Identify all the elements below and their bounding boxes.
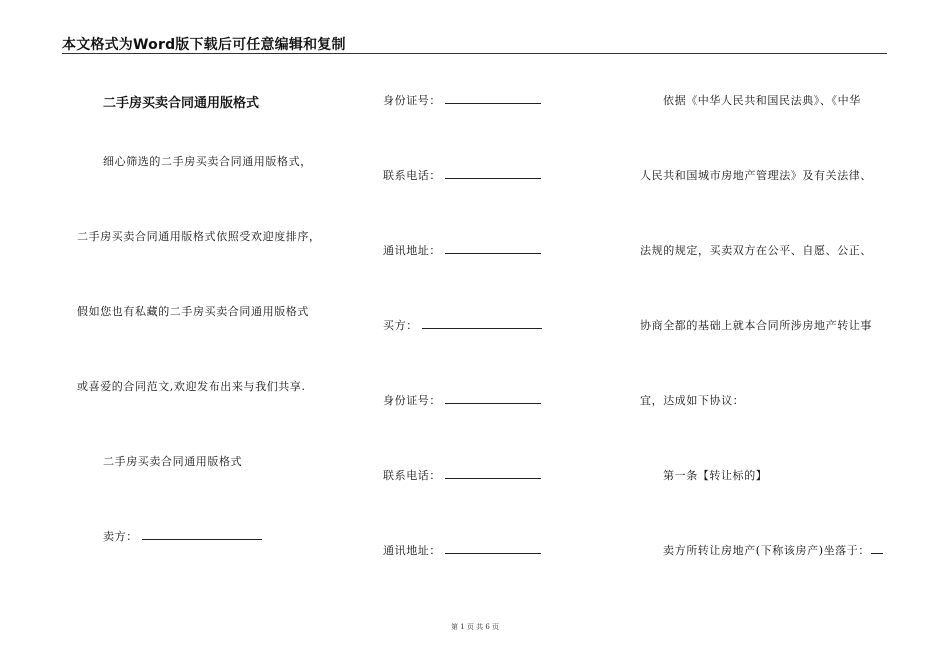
intro-line-1: 细心筛选的二手房买卖合同通用版格式， [103, 155, 312, 168]
property-location-row [663, 542, 883, 558]
buyer-id-row [383, 392, 541, 408]
intro-line-3: 假如您也有私藏的二手房买卖合同通用版格式 [77, 305, 309, 318]
seller-id-blank [445, 93, 541, 104]
seller-phone-label: 联系电话： [383, 169, 441, 182]
buyer-label: 买方： [383, 319, 418, 332]
seller-address-label: 通讯地址： [383, 244, 441, 257]
contract-subtitle: 二手房买卖合同通用版格式 [103, 455, 243, 468]
buyer-address-blank [445, 543, 541, 554]
seller-id-label: 身份证号： [383, 94, 441, 107]
body-line-3: 法规的规定，买卖双方在公平、自愿、公正、 [640, 244, 872, 257]
intro-line-4: 或喜爱的合同范文,欢迎发布出来与我们共享. [77, 380, 306, 393]
intro-line-2: 二手房买卖合同通用版格式依照受欢迎度排序， [77, 230, 321, 243]
seller-address-row [383, 242, 541, 258]
property-location-blank [871, 543, 883, 554]
buyer-id-blank [445, 393, 541, 404]
buyer-phone-label: 联系电话： [383, 469, 441, 482]
buyer-phone-row [383, 467, 541, 483]
seller-row [103, 528, 262, 544]
buyer-blank [422, 318, 542, 329]
buyer-phone-blank [445, 468, 541, 479]
body-line-4: 协商全都的基础上就本合同所涉房地产转让事 [640, 319, 872, 332]
document-title: 二手房买卖合同通用版格式 [103, 96, 260, 111]
seller-blank [142, 529, 262, 540]
seller-label: 卖方： [103, 530, 138, 543]
buyer-row [383, 317, 542, 333]
seller-phone-row [383, 167, 541, 183]
body-line-5: 宜，达成如下协议： [640, 394, 745, 407]
header-title: 本文格式为Word版下载后可任意编辑和复制 [62, 37, 346, 53]
header-divider [62, 53, 887, 54]
seller-id-row [383, 92, 541, 108]
buyer-address-label: 通讯地址： [383, 544, 441, 557]
body-line-1: 依据《中华人民共和国民法典》、《中华 [663, 94, 861, 107]
seller-phone-blank [445, 168, 541, 179]
article-heading: 第一条【转让标的】 [663, 469, 768, 482]
property-location-label: 卖方所转让房地产(下称该房产)坐落于： [663, 544, 870, 557]
page-number: 第 1 页 共 6 页 [450, 623, 500, 631]
seller-address-blank [445, 243, 541, 254]
buyer-address-row [383, 542, 541, 558]
buyer-id-label: 身份证号： [383, 394, 441, 407]
body-line-2: 人民共和国城市房地产管理法》及有关法律、 [640, 169, 872, 182]
